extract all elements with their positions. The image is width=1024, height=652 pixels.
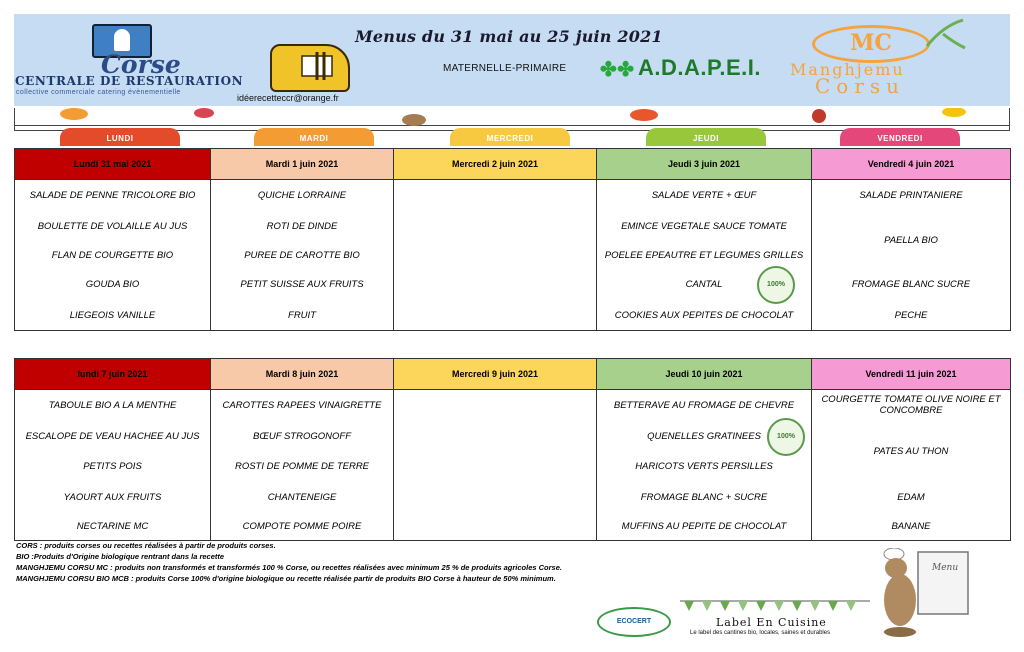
strip-day-wednesday: MERCREDI [450, 128, 570, 146]
menu-item: BETTERAVE AU FROMAGE DE CHEVRE [613, 400, 795, 411]
day-header-monday: lundi 7 juin 2021 [15, 359, 211, 390]
menu-item: EMINCE VEGETALE SAUCE TOMATE [621, 221, 787, 232]
menu-item: CHANTENEIGE [267, 492, 337, 503]
menu-item: YAOURT AUX FRUITS [63, 492, 162, 503]
divider [14, 108, 15, 130]
menu-cell-monday [15, 180, 211, 331]
mc-line-1: Manghjemu [790, 60, 905, 79]
chef-mascot-icon [880, 548, 972, 638]
menu-item: PECHE [894, 310, 928, 321]
bio-stamp-icon: 100% [757, 266, 795, 304]
legend-line: BIO :Produits d'Origine biologique rentrant dans la recette [16, 552, 225, 561]
menu-item: ROTI DE DINDE [266, 221, 338, 232]
day-header-tuesday: Mardi 8 juin 2021 [211, 359, 394, 390]
day-header-thursday: Jeudi 10 juin 2021 [597, 359, 812, 390]
label-en-cuisine-subtitle: Le label des cantines bio, locales, saines et durables [690, 630, 831, 636]
strip-day-friday: VENDREDI [840, 128, 960, 146]
day-header-friday: Vendredi 11 juin 2021 [812, 359, 1011, 390]
logo-word: Corse [101, 50, 181, 79]
menu-item: QUICHE LORRAINE [257, 190, 347, 201]
mc-line-2: Corsu [815, 74, 906, 98]
menu-item: COOKIES AUX PEPITES DE CHOCOLAT [614, 310, 794, 321]
menu-item: PETITS POIS [83, 461, 142, 472]
menu-item: CANTAL [685, 279, 723, 290]
legend-line: MANGHJEMU CORSU MC : produits non transformés et transformés 100 % Corse, ou recettes réalisées avec minimum 25 % de produits agricoles Corse. [16, 563, 562, 572]
week-2-table [14, 358, 1011, 541]
week-2-header-row [15, 359, 1011, 390]
menu-cell-monday [15, 390, 211, 541]
ecocert-logo: ECOCERT [597, 607, 671, 637]
legend [16, 540, 562, 584]
menu-item: PAELLA BIO [884, 235, 938, 246]
label-en-cuisine-title: Label En Cuisine [716, 616, 827, 629]
menu-item: PUREE DE CAROTTE BIO [244, 250, 360, 261]
day-strip [14, 108, 1010, 148]
strip-day-monday: LUNDI [60, 128, 180, 146]
leaf-icon [923, 16, 967, 52]
svg-text:Menu: Menu [932, 563, 959, 573]
mailbox-icon [270, 44, 350, 92]
page-subtitle: MATERNELLE-PRIMAIRE [443, 63, 567, 74]
menu-item: ESCALOPE DE VEAU HACHEE AU JUS [25, 431, 200, 442]
menu-item: FRUIT [288, 310, 316, 321]
menu-item: PETIT SUISSE AUX FRUITS [240, 279, 364, 290]
menu-cell-wednesday [394, 390, 597, 541]
menu-item: BŒUF STROGONOFF [253, 431, 351, 442]
bio-stamp-icon: 100% [767, 418, 805, 456]
adapei-text: A.D.A.P.E.I. [638, 55, 761, 80]
menu-item: FROMAGE BLANC SUCRE [851, 279, 971, 290]
legend-line: MANGHJEMU CORSU BIO MCB : produits Corse 100% d'origine biologique ou recette réalisée partir de produits BIO Corse à hauteur de 50% minimum. [16, 574, 556, 583]
contact-email[interactable]: idéerecetteccr@orange.fr [237, 93, 339, 103]
logo-line-1: CENTRALE DE RESTAURATION [15, 74, 244, 88]
day-header-wednesday: Mercredi 9 juin 2021 [394, 359, 597, 390]
menu-cell-friday [812, 180, 1011, 331]
manghjemu-corsu-logo [785, 20, 965, 102]
adapei-logo [600, 55, 761, 81]
week-1-table [14, 148, 1011, 331]
day-header-monday: Lundi 31 mai 2021 [15, 149, 211, 180]
menu-item: ROSTI DE POMME DE TERRE [234, 461, 370, 472]
corse-restauration-logo [15, 22, 244, 100]
menu-item: POELEE EPEAUTRE ET LEGUMES GRILLES [604, 250, 804, 261]
menu-item: NECTARINE MC [76, 521, 149, 532]
mc-mark: MC [812, 25, 930, 63]
week-2-menu-row [15, 390, 1011, 541]
menu-item: SALADE DE PENNE TRICOLORE BIO [29, 190, 196, 201]
menu-item: GOUDA BIO [85, 279, 140, 290]
strip-day-tuesday: MARDI [254, 128, 374, 146]
menu-cell-thursday [597, 180, 812, 331]
menu-cell-tuesday [211, 390, 394, 541]
menu-item: TABOULE BIO A LA MENTHE [48, 400, 177, 411]
page-title: Menus du 31 mai au 25 juin 2021 [355, 27, 663, 46]
strip-day-thursday: JEUDI [646, 128, 766, 146]
menu-cell-thursday [597, 390, 812, 541]
people-icon: ✤✤ [600, 59, 635, 81]
menu-item: BOULETTE DE VOLAILLE AU JUS [37, 221, 188, 232]
menu-cell-wednesday [394, 180, 597, 331]
logo-line-2: collective commerciale catering évènementielle [16, 89, 181, 96]
week-1-menu-row [15, 180, 1011, 331]
menu-item: HARICOTS VERTS PERSILLES [635, 461, 773, 472]
menu-item: BANANE [891, 521, 931, 532]
menu-item: CAROTTES RAPEES VINAIGRETTE [222, 400, 382, 411]
menu-item: COMPOTE POMME POIRE [242, 521, 362, 532]
menu-item: SALADE VERTE + ŒUF [651, 190, 757, 201]
day-header-thursday: Jeudi 3 juin 2021 [597, 149, 812, 180]
menu-item: QUENELLES GRATINEES [647, 431, 761, 442]
menu-item: COURGETTE TOMATE OLIVE NOIRE ET CONCOMBRE [821, 394, 1001, 416]
menu-item: MUFFINS AU PEPITE DE CHOCOLAT [621, 521, 787, 532]
menu-item: FLAN DE COURGETTE BIO [51, 250, 174, 261]
menu-item: PATES AU THON [873, 446, 949, 457]
day-header-friday: Vendredi 4 juin 2021 [812, 149, 1011, 180]
day-header-wednesday: Mercredi 2 juin 2021 [394, 149, 597, 180]
menu-item: EDAM [897, 492, 925, 503]
legend-line: CORS : produits corses ou recettes réalisées à partir de produits corses. [16, 541, 276, 550]
bunting-icon [680, 600, 870, 612]
menu-item: SALADE PRINTANIERE [859, 190, 963, 201]
menu-cell-tuesday [211, 180, 394, 331]
divider [1009, 108, 1010, 130]
vegetables-icon [54, 108, 974, 128]
menu-cell-friday [812, 390, 1011, 541]
week-1-header-row [15, 149, 1011, 180]
menu-item: LIEGEOIS VANILLE [69, 310, 156, 321]
day-header-tuesday: Mardi 1 juin 2021 [211, 149, 394, 180]
menu-item: FROMAGE BLANC + SUCRE [640, 492, 768, 503]
